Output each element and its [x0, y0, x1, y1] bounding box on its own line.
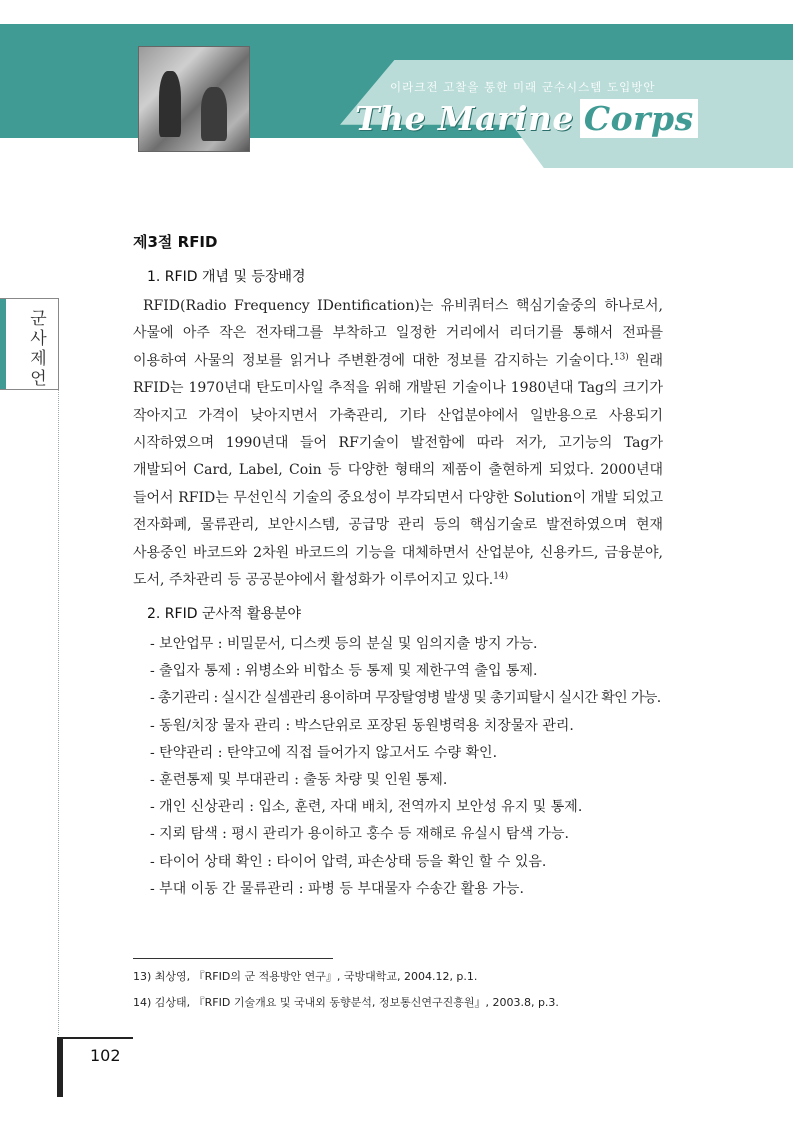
military-use-list — [150, 631, 661, 903]
body-paragraph — [133, 293, 663, 594]
list-item: - 개인 신상관리 : 입소, 훈련, 자대 배치, 전역까지 보안성 유지 및 통제. — [150, 799, 583, 816]
header-title-part1: The Marine — [355, 99, 574, 138]
sidebar-label: 군사제언 — [26, 309, 46, 389]
subsection-title-1: 1. RFID 개념 및 등장배경 — [147, 269, 306, 285]
list-item: - 탄약관리 : 탄약고에 직접 들어가지 않고서도 수량 확인. — [150, 744, 498, 761]
footnote-ref-14: 14) — [493, 571, 509, 582]
header-subtitle: 이라크전 고찰을 통한 미래 군수시스템 도입방안 — [390, 80, 656, 94]
paragraph-part-a: RFID(Radio Frequency IDentification)는 유비쿼터스 핵심기술중의 하나로서, 사물에 아주 작은 전자태그를 부착하고 일정한 거리에서 리더기를 통해서 전파를 이용하여 사물의 정보를 읽거나 주변환경에 대한 정보를 감지하는 기술이다. — [133, 298, 663, 369]
footnote-13: 13) 최상영, 『RFID의 군 적용방안 연구』, 국방대학교, 2004.12, p.1. — [133, 970, 478, 983]
page-number: 102 — [90, 1046, 121, 1065]
sidebar-tab-bar — [0, 299, 6, 389]
footnote-divider — [133, 958, 333, 959]
header-photo — [138, 46, 250, 152]
header-title — [355, 99, 698, 138]
paragraph-part-b: 원래 RFID는 1970년대 탄도미사일 추적을 위해 개발된 기술이나 1980년대 Tag의 크기가 작아지고 가격이 낮아지면서 가축관리, 기타 산업분야에서 일반용으로 사용되기 시작하였으며 1990년대 들어 RF기술이 발전함에 따라 저가, 고기능의 Tag가 개발되어 Card, Label, Coin 등 다양한 형태의 제품이 출현하게 되었다. 2000년대 들어서 RFID는 무선인식 기술의 중요성이 부각되면서 다양한 Solution이 개발 되었고 전자화폐, 물류관리, 보안시스템, 공급망 관리 등의 핵심기술로 발전하였으며 현재 사용중인 바코드와 2차원 바코드의 기능을 대체하면서 산업분야, 신용카드, 금융분야, 도서, 주차관리 등 공공분야에서 활성화가 이루어지고 있다. — [133, 352, 664, 589]
list-item: - 동원/치장 물자 관리 : 박스단위로 포장된 동원병력용 치장물자 관리. — [150, 717, 574, 734]
footnote-14: 14) 김상태, 『RFID 기술개요 및 국내외 동향분석, 정보통신연구진흥원』, 2003.8, p.3. — [133, 996, 559, 1009]
soldier-figure — [159, 71, 181, 137]
list-item: - 부대 이동 간 물류관리 : 파병 등 부대물자 수송간 활용 가능. — [150, 880, 524, 897]
footnote-ref-13: 13) — [613, 352, 629, 363]
section-title: 제3절 RFID — [133, 233, 218, 251]
list-item: - 보안업무 : 비밀문서, 디스켓 등의 분실 및 임의지출 방지 가능. — [150, 636, 538, 652]
list-item: - 출입자 통제 : 위병소와 비합소 등 통제 및 제한구역 출입 통제. — [150, 663, 538, 680]
sidebar-tab — [0, 298, 59, 390]
subsection-title-2: 2. RFID 군사적 활용분야 — [147, 606, 302, 622]
list-item: - 지뢰 탐색 : 평시 관리가 용이하고 홍수 등 재해로 유실시 탐색 가능. — [150, 826, 569, 843]
list-item: - 총기관리 : 실시간 실셈관리 용이하며 무장탈영병 발생 및 총기피탈시 실시간 확인 가능. — [150, 690, 661, 707]
soldier-figure — [201, 87, 227, 141]
page-number-rule — [63, 1037, 133, 1039]
margin-dotted-line — [58, 300, 59, 1035]
list-item: - 타이어 상태 확인 : 타이어 압력, 파손상태 등을 확인 할 수 있음. — [150, 853, 547, 870]
header-title-part2: Corps — [580, 99, 698, 138]
page-number-bar — [57, 1037, 63, 1097]
list-item: - 훈련통제 및 부대관리 : 출동 차량 및 인원 통제. — [150, 772, 448, 789]
